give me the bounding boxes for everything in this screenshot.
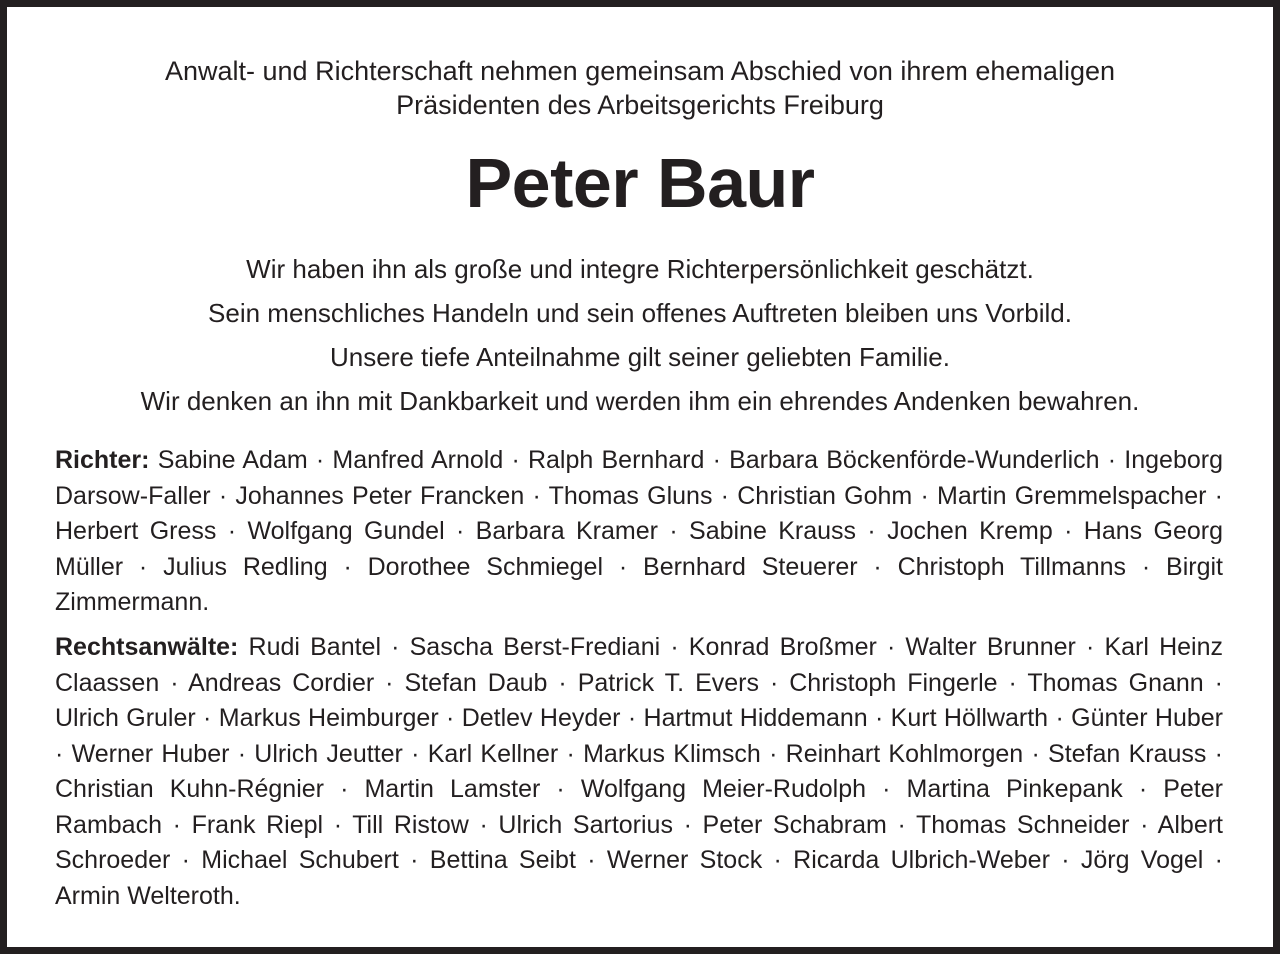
condolence-message — [7, 247, 1273, 423]
message-line-3: Unsere tiefe Anteilnahme gilt seiner geliebten Familie. — [329, 342, 950, 372]
message-line-2: Sein menschliches Handeln und sein offenes Auftreten bleiben uns Vorbild. — [208, 298, 1072, 328]
lawyers-names: Rudi Bantel · Sascha Berst-Frediani · Konrad Broßmer · Walter Brunner · Karl Heinz Claassen · Andreas Cordier · Stefan Daub · Patrick T. Evers · Christoph Fingerle · Thomas Gnann · Ulrich Gruler · Markus Heimburger · Detlev Heyder · Hartmut Hiddemann · Kurt Höllwarth · Günter Huber · Werner Huber · Ulrich Jeutter · Karl Kellner · Markus Klimsch · Reinhart Kohlmorgen · Stefan Krauss · Christian Kuhn-Régnier · Martin Lamster · Wolfgang Meier-Rudolph · Martina Pinkepank · Peter Rambach · Frank Riepl · Till Ristow · Ulrich Sartorius · Peter Schabram · Thomas Schneider · Albert Schroeder · Michael Schubert · Bettina Seibt · Werner Stock · Ricarda Ulbrich-Weber · Jörg Vogel · Armin Welteroth. — [55, 633, 1223, 910]
judges-list — [55, 443, 1223, 621]
judges-label: Richter: — [55, 446, 150, 474]
lawyers-label: Rechtsanwälte: — [55, 633, 239, 661]
judges-names: Sabine Adam · Manfred Arnold · Ralph Bernhard · Barbara Böckenförde-Wunderlich · Ingeborg Darsow-Faller · Johannes Peter Francken · Thomas Gluns · Christian Gohm · Martin Gremmelspacher · Herbert Gress · Wolfgang Gundel · Barbara Kramer · Sabine Krauss · Jochen Kremp · Hans Georg Müller · Julius Redling · Dorothee Schmiegel · Bernhard Steuerer · Christoph Tillmanns · Birgit Zimmermann. — [55, 446, 1223, 616]
intro-text — [7, 54, 1273, 122]
deceased-name: Peter Baur — [465, 144, 815, 222]
intro-line-1: Anwalt- und Richterschaft nehmen gemeinsam Abschied von ihrem ehemaligen — [164, 56, 1115, 86]
intro-line-2: Präsidenten des Arbeitsgerichts Freiburg — [396, 90, 884, 120]
lawyers-list — [55, 630, 1223, 914]
message-line-4: Wir denken an ihn mit Dankbarkeit und werden ihm ein ehrendes Andenken bewahren. — [140, 386, 1140, 416]
message-line-1: Wir haben ihn als große und integre Richterpersönlichkeit geschätzt. — [246, 254, 1034, 284]
